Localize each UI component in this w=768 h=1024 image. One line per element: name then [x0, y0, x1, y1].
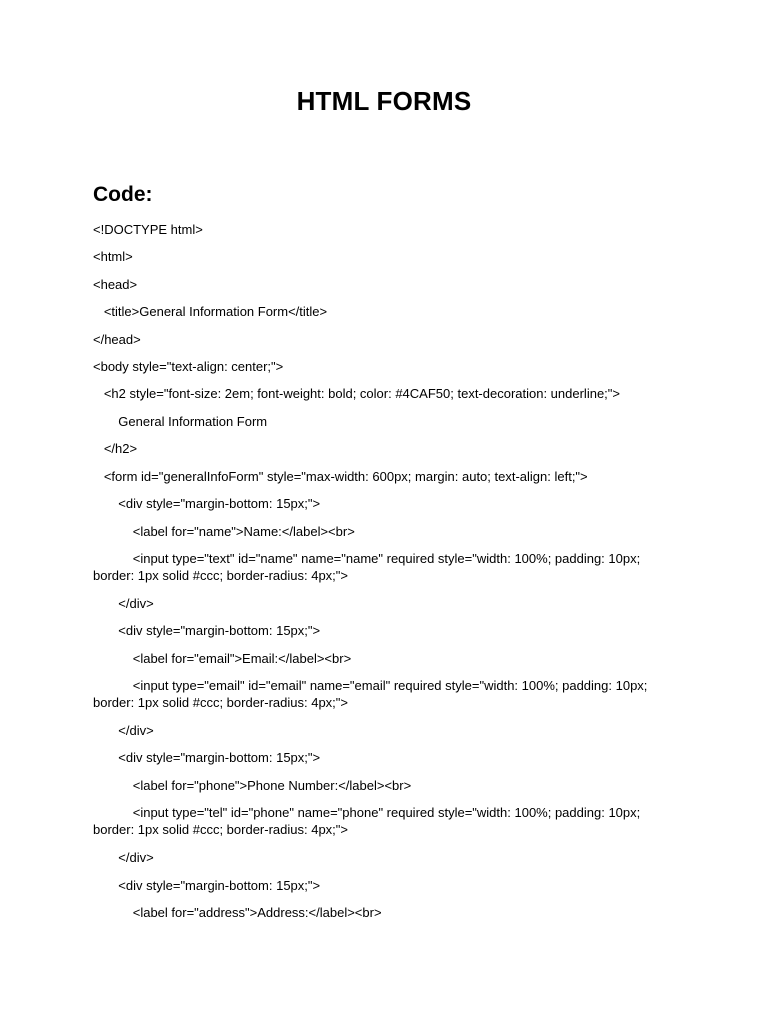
- code-line: <label for="address">Address:</label><br>: [93, 905, 382, 920]
- code-line: <div style="margin-bottom: 15px;">: [93, 496, 321, 511]
- code-line: <input type="text" id="name" name="name" required style="width: 100%; padding: 10px; border: 1px solid #ccc; border-radius: 4px;">: [93, 551, 644, 583]
- code-line: </head>: [93, 332, 141, 347]
- document-title: HTML FORMS: [296, 86, 472, 116]
- code-line: </div>: [93, 596, 154, 611]
- code-line: </div>: [93, 850, 154, 865]
- code-line: General Information Form: [93, 414, 268, 429]
- code-line: <body style="text-align: center;">: [93, 359, 284, 374]
- code-line: <title>General Information Form</title>: [93, 304, 328, 319]
- code-line: <div style="margin-bottom: 15px;">: [93, 878, 321, 893]
- code-line: <div style="margin-bottom: 15px;">: [93, 623, 321, 638]
- code-line: <input type="tel" id="phone" name="phone" required style="width: 100%; padding: 10px; border: 1px solid #ccc; border-radius: 4px;">: [93, 805, 644, 837]
- code-line: <label for="phone">Phone Number:</label><br>: [93, 778, 412, 793]
- code-line: <h2 style="font-size: 2em; font-weight: bold; color: #4CAF50; text-decoration: underline;">: [93, 386, 620, 401]
- code-line: <!DOCTYPE html>: [93, 222, 203, 237]
- code-line: <label for="email">Email:</label><br>: [93, 651, 352, 666]
- code-heading: Code:: [93, 183, 153, 206]
- code-line: <div style="margin-bottom: 15px;">: [93, 750, 321, 765]
- code-line: <input type="email" id="email" name="email" required style="width: 100%; padding: 10px; border: 1px solid #ccc; border-radius: 4px;">: [93, 678, 652, 710]
- code-line: <label for="name">Name:</label><br>: [93, 524, 355, 539]
- code-line: <form id="generalInfoForm" style="max-width: 600px; margin: auto; text-align: left;">: [93, 469, 588, 484]
- code-line: <html>: [93, 249, 133, 264]
- code-line: </div>: [93, 723, 154, 738]
- code-line: </h2>: [93, 441, 138, 456]
- code-line: <head>: [93, 277, 138, 292]
